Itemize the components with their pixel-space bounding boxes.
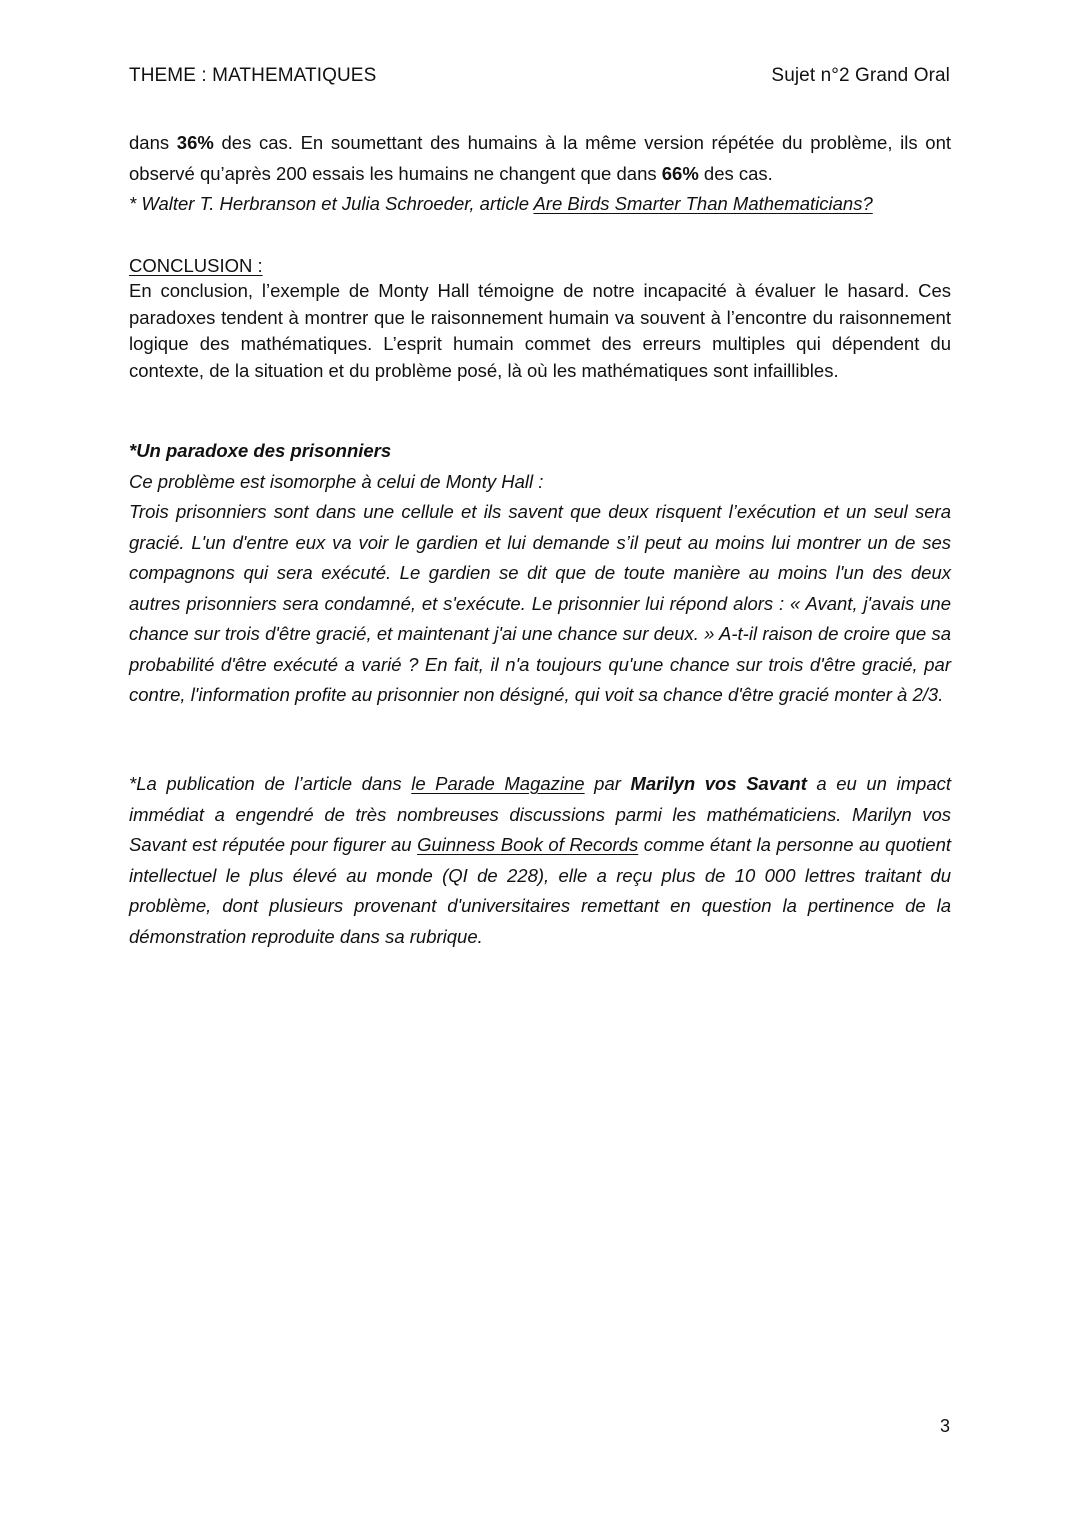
publication-text-4: comme étant la personne au quotient intellectuel le plus élevé au monde (QI de 228), elle a reçu plus de 10 000 lettres traitant du problème, dont plusieurs provenant d'universitaires remettant en question la pertinence de la démonstration reproduite dans sa rubrique. (129, 834, 951, 947)
intro-percent-66: 66% (661, 162, 699, 184)
parade-magazine-reference: le Parade Magazine (411, 773, 585, 794)
conclusion-paragraph: En conclusion, l’exemple de Monty Hall témoigne de notre incapacité à évaluer le hasard. Ces paradoxes tendent à montrer que le raisonnement humain va souvent à l’encontre du raisonnement logique des mathématiques. L’esprit humain commet des erreurs multiples qui dépendent du contexte, de la situation et du problème posé, là où les mathématiques sont infaillibles. (129, 280, 951, 381)
publication-text-3: a eu un impact immédiat a engendré de très nombreuses discussions parmi les mathématiciens. Marilyn vos Savant est réputée pour figurer au (129, 773, 951, 855)
reference-prefix: * Walter T. Herbranson et Julia Schroeder, article (129, 193, 534, 214)
intro-text-1: dans (129, 132, 177, 153)
publication-text-1: *La publication de l’article dans (129, 773, 412, 794)
conclusion-heading: CONCLUSION : (129, 255, 263, 276)
publication-text-2: par (584, 773, 631, 794)
marilyn-vos-savant-name: Marilyn vos Savant (630, 773, 807, 794)
publication-paragraph (129, 769, 951, 952)
header-theme: THEME : MATHEMATIQUES (129, 65, 377, 86)
prisoners-paragraph: Trois prisonniers sont dans une cellule et ils savent que deux risquent l’exécution et un seul sera gracié. L'un d'entre eux va voir le gardien et lui demande s’il peut au moins lui montrer un de ses compagnons qui sera exécuté. Le gardien se dit que de toute manière au moins l'un des deux autres prisonniers sera condamné, et s'exécute. Le prisonnier lui répond alors : « Avant, j'avais une chance sur trois d'être gracié, et maintenant j'ai une chance sur deux. » A-t-il raison de croire que sa probabilité d'être exécuté a varié ? En fait, il n'a toujours qu'une chance sur trois d'être gracié, par contre, l'information profite au prisonnier non désigné, qui voit sa chance d'être gracié monter à 2/3. (129, 501, 951, 705)
prisoners-heading: *Un paradoxe des prisonniers (129, 440, 392, 461)
prisoners-subheading: Ce problème est isomorphe à celui de Monty Hall : (129, 470, 544, 492)
intro-percent-36: 36% (176, 132, 214, 153)
intro-text-2: des cas. En soumettant des humains à la même version répétée du problème, ils ont observé qu’après 200 essais les humains ne changent que dans (129, 132, 951, 184)
intro-paragraph (129, 128, 951, 220)
reference-line (129, 189, 951, 220)
header-subject: Sujet n°2 Grand Oral (771, 65, 950, 86)
page-number: 3 (940, 1416, 951, 1436)
guinness-book-reference: Guinness Book of Records (417, 834, 639, 855)
prisoners-section (129, 436, 951, 711)
reference-article-title: Are Birds Smarter Than Mathematicians? (533, 193, 873, 214)
intro-text-3: des cas. (698, 162, 773, 184)
